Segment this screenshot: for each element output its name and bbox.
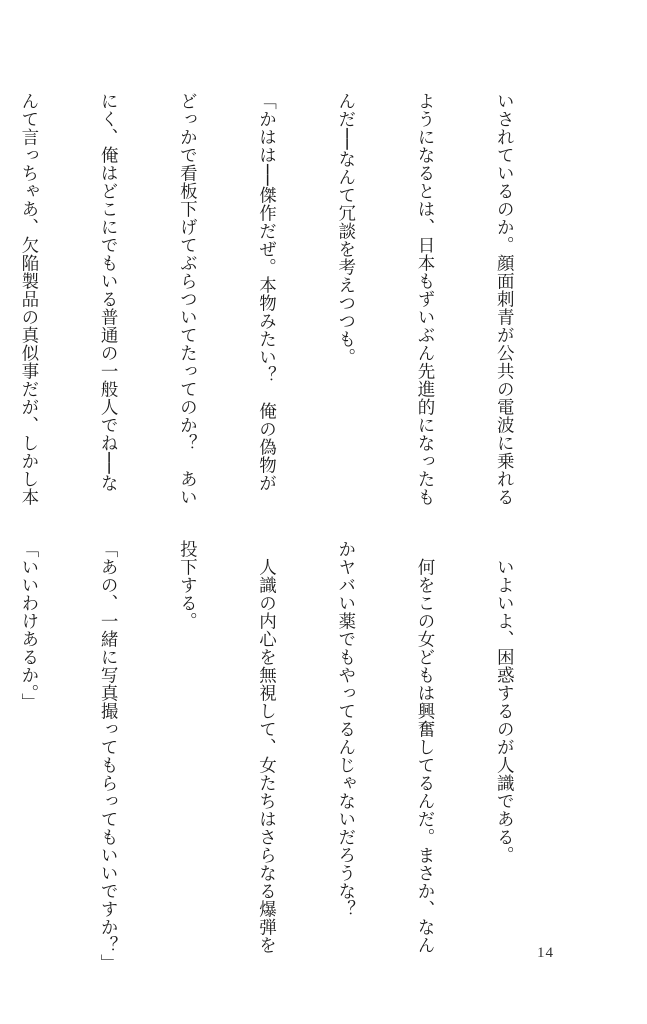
upper-text-block [0,92,570,532]
text-column: 投下する。 [177,540,198,630]
text-column: 人識の内心を無視して、女たちはさらなる爆弾を [256,540,277,954]
text-column: かヤバい薬でもやってるんじゃないだろうな？ [335,540,356,918]
text-column: どっかで看板下げてぶらついてたってのか？ あい [177,92,198,506]
text-column: んて言っちゃあ、欠陥製品の真似事だが、しかし本 [18,92,39,506]
page-number: 14 [537,945,554,961]
text-column: 「かはは──傑作だぜ。本物みたい？ 俺の偽物が [256,92,277,493]
text-column: いされているのか。顔面刺青が公共の電波に乗れる [494,92,515,506]
text-column: 「いいわけあるか。」 [18,540,39,712]
lower-text-block [0,540,570,972]
text-column: にく、俺はどこにでもいる普通の一般人でね──な [98,92,119,493]
text-column: 「あの、一緒に写真撮ってもらってもいいですか？」 [98,540,119,972]
text-column: ようになるとは、日本もずいぶん先進的になったも [414,92,435,506]
text-column: いよいよ、困惑するのが人識である。 [494,540,515,864]
text-column: 何をこの女どもは興奮してるんだ。まさか、なん [414,540,435,954]
text-column: んだ──なんて冗談を考えつつも。 [335,92,356,367]
